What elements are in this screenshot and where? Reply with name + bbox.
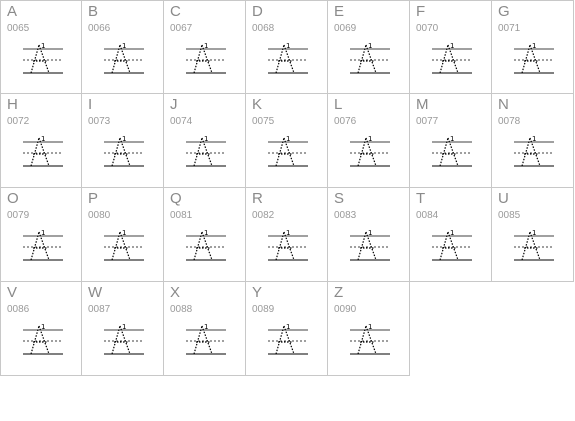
svg-text:1: 1 bbox=[450, 135, 455, 143]
glyph-character-label: N bbox=[498, 96, 509, 113]
glyph-code-label: 0078 bbox=[498, 116, 521, 127]
svg-text:1: 1 bbox=[41, 229, 46, 237]
svg-text:1: 1 bbox=[532, 229, 537, 237]
glyph-code-label: 0079 bbox=[7, 210, 30, 221]
glyph-preview bbox=[100, 39, 146, 83]
glyph-preview bbox=[19, 132, 65, 176]
glyph-code-label: 0075 bbox=[252, 116, 275, 127]
glyph-cell[interactable] bbox=[410, 94, 492, 188]
glyph-code-label: 0088 bbox=[170, 304, 193, 315]
glyph-code-label: 0073 bbox=[88, 116, 111, 127]
glyph-character-label: R bbox=[252, 190, 263, 207]
glyph-character-label: D bbox=[252, 3, 263, 20]
glyph-character-label: Q bbox=[170, 190, 182, 207]
glyph-preview bbox=[182, 226, 228, 270]
glyph-cell[interactable] bbox=[82, 282, 164, 376]
glyph-cell[interactable] bbox=[246, 0, 328, 94]
glyph-preview bbox=[182, 132, 228, 176]
svg-text:1: 1 bbox=[41, 135, 46, 143]
glyph-character-label: Z bbox=[334, 284, 344, 301]
glyph-preview bbox=[19, 39, 65, 83]
svg-text:1: 1 bbox=[41, 42, 46, 50]
glyph-code-label: 0089 bbox=[252, 304, 275, 315]
glyph-code-label: 0085 bbox=[498, 210, 521, 221]
glyph-preview bbox=[510, 39, 556, 83]
glyph-cell[interactable] bbox=[246, 188, 328, 282]
glyph-cell[interactable] bbox=[0, 188, 82, 282]
glyph-cell[interactable] bbox=[410, 188, 492, 282]
svg-text:1: 1 bbox=[532, 135, 537, 143]
glyph-cell[interactable] bbox=[0, 0, 82, 94]
glyph-cell[interactable] bbox=[328, 94, 410, 188]
glyph-cell[interactable] bbox=[164, 0, 246, 94]
glyph-cell[interactable] bbox=[82, 0, 164, 94]
glyph-preview bbox=[264, 226, 310, 270]
glyph-code-label: 0066 bbox=[88, 23, 111, 34]
glyph-character-label: V bbox=[7, 284, 18, 301]
glyph-character-label: L bbox=[334, 96, 343, 113]
glyph-preview bbox=[346, 320, 392, 364]
glyph-code-label: 0074 bbox=[170, 116, 193, 127]
glyph-code-label: 0082 bbox=[252, 210, 275, 221]
glyph-preview bbox=[264, 132, 310, 176]
glyph-cell[interactable] bbox=[328, 0, 410, 94]
svg-text:1: 1 bbox=[41, 323, 46, 331]
svg-text:1: 1 bbox=[286, 42, 291, 50]
glyph-preview bbox=[510, 226, 556, 270]
glyph-character-label: P bbox=[88, 190, 99, 207]
glyph-cell[interactable] bbox=[492, 188, 574, 282]
glyph-character-label: W bbox=[88, 284, 103, 301]
glyph-preview bbox=[100, 226, 146, 270]
svg-text:1: 1 bbox=[204, 229, 209, 237]
glyph-character-label: E bbox=[334, 3, 345, 20]
glyph-preview bbox=[182, 39, 228, 83]
glyph-code-label: 0071 bbox=[498, 23, 521, 34]
svg-text:1: 1 bbox=[368, 42, 373, 50]
svg-text:1: 1 bbox=[204, 135, 209, 143]
glyph-character-label: T bbox=[416, 190, 426, 207]
glyph-cell[interactable] bbox=[492, 94, 574, 188]
glyph-character-label: I bbox=[88, 96, 93, 113]
glyph-preview bbox=[428, 39, 474, 83]
glyph-cell[interactable] bbox=[82, 188, 164, 282]
glyph-character-label: X bbox=[170, 284, 181, 301]
glyph-preview bbox=[346, 39, 392, 83]
glyph-preview bbox=[428, 226, 474, 270]
glyph-code-label: 0080 bbox=[88, 210, 111, 221]
glyph-cell[interactable] bbox=[246, 282, 328, 376]
glyph-cell[interactable] bbox=[492, 0, 574, 94]
glyph-preview bbox=[182, 320, 228, 364]
svg-text:1: 1 bbox=[450, 229, 455, 237]
glyph-character-label: K bbox=[252, 96, 263, 113]
glyph-preview bbox=[100, 132, 146, 176]
glyph-preview bbox=[428, 132, 474, 176]
glyph-code-label: 0076 bbox=[334, 116, 357, 127]
svg-text:1: 1 bbox=[368, 135, 373, 143]
glyph-code-label: 0069 bbox=[334, 23, 357, 34]
glyph-cell[interactable] bbox=[0, 94, 82, 188]
glyph-code-label: 0084 bbox=[416, 210, 439, 221]
glyph-cell[interactable] bbox=[0, 282, 82, 376]
glyph-preview bbox=[264, 320, 310, 364]
glyph-character-label: U bbox=[498, 190, 509, 207]
glyph-preview bbox=[346, 226, 392, 270]
glyph-cell[interactable] bbox=[164, 282, 246, 376]
svg-text:1: 1 bbox=[368, 229, 373, 237]
glyph-cell[interactable] bbox=[410, 0, 492, 94]
glyph-code-label: 0087 bbox=[88, 304, 111, 315]
glyph-character-label: F bbox=[416, 3, 426, 20]
glyph-character-label: Y bbox=[252, 284, 263, 301]
glyph-code-label: 0070 bbox=[416, 23, 439, 34]
glyph-cell[interactable] bbox=[246, 94, 328, 188]
glyph-preview bbox=[19, 320, 65, 364]
glyph-code-label: 0083 bbox=[334, 210, 357, 221]
glyph-preview bbox=[19, 226, 65, 270]
glyph-code-label: 0065 bbox=[7, 23, 30, 34]
svg-text:1: 1 bbox=[122, 323, 127, 331]
glyph-code-label: 0067 bbox=[170, 23, 193, 34]
glyph-character-label: M bbox=[416, 96, 429, 113]
glyph-character-label: O bbox=[7, 190, 19, 207]
glyph-code-label: 0081 bbox=[170, 210, 193, 221]
glyph-preview bbox=[346, 132, 392, 176]
glyph-cell[interactable] bbox=[82, 94, 164, 188]
glyph-character-label: C bbox=[170, 3, 181, 20]
svg-text:1: 1 bbox=[122, 42, 127, 50]
svg-text:1: 1 bbox=[286, 135, 291, 143]
glyph-preview bbox=[264, 39, 310, 83]
glyph-character-label: G bbox=[498, 3, 510, 20]
glyph-preview bbox=[100, 320, 146, 364]
svg-text:1: 1 bbox=[532, 42, 537, 50]
glyph-character-label: B bbox=[88, 3, 99, 20]
svg-text:1: 1 bbox=[122, 135, 127, 143]
glyph-code-label: 0077 bbox=[416, 116, 439, 127]
glyph-code-label: 0090 bbox=[334, 304, 357, 315]
svg-text:1: 1 bbox=[286, 229, 291, 237]
svg-text:1: 1 bbox=[204, 42, 209, 50]
glyph-cell[interactable] bbox=[164, 188, 246, 282]
svg-text:1: 1 bbox=[368, 323, 373, 331]
glyph-character-label: S bbox=[334, 190, 345, 207]
glyph-cell[interactable] bbox=[328, 188, 410, 282]
svg-text:1: 1 bbox=[122, 229, 127, 237]
glyph-cell[interactable] bbox=[328, 282, 410, 376]
svg-text:1: 1 bbox=[286, 323, 291, 331]
glyph-preview bbox=[510, 132, 556, 176]
glyph-code-label: 0072 bbox=[7, 116, 30, 127]
glyph-character-label: H bbox=[7, 96, 18, 113]
glyph-character-label: A bbox=[7, 3, 18, 20]
glyph-code-label: 0068 bbox=[252, 23, 275, 34]
glyph-cell[interactable] bbox=[164, 94, 246, 188]
svg-text:1: 1 bbox=[450, 42, 455, 50]
glyph-code-label: 0086 bbox=[7, 304, 30, 315]
glyph-character-label: J bbox=[170, 96, 178, 113]
svg-text:1: 1 bbox=[204, 323, 209, 331]
